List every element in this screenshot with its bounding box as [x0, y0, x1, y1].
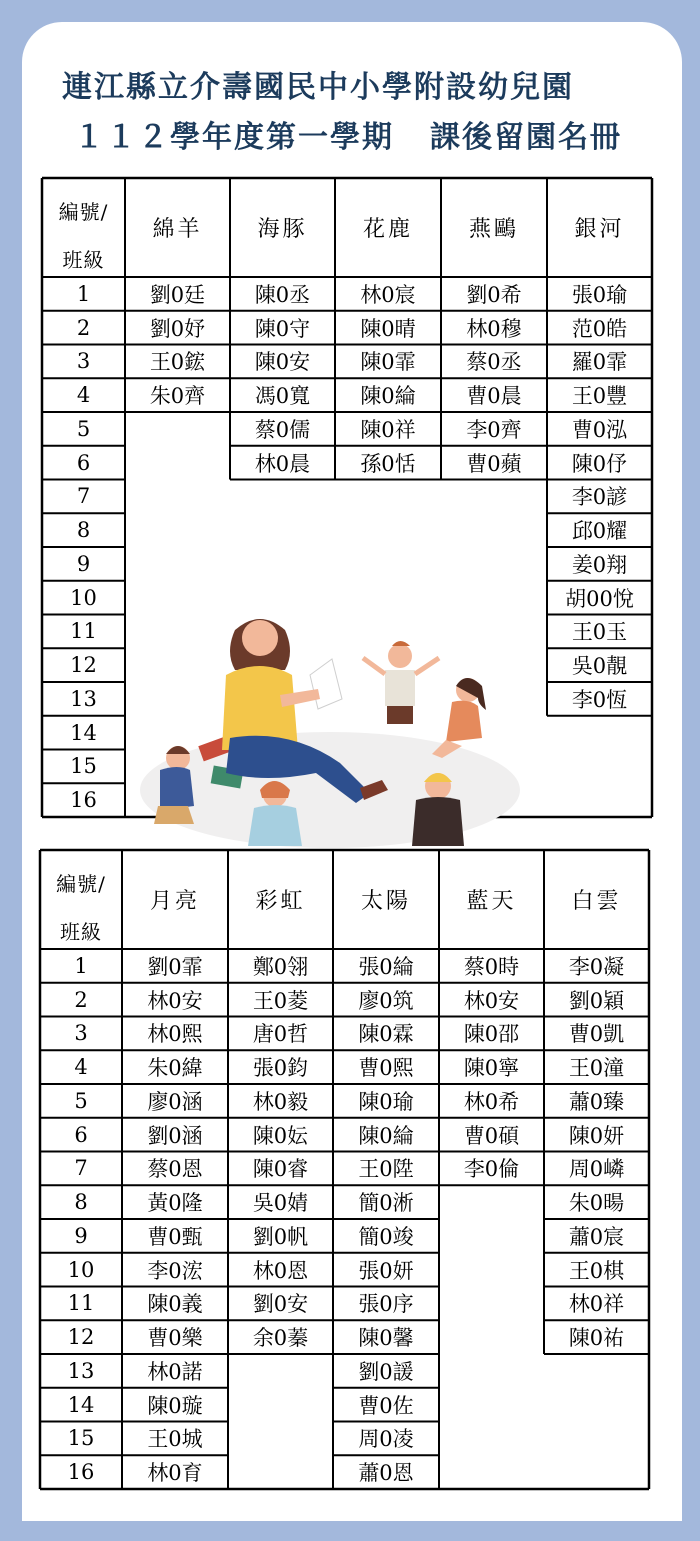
student-name: 劉0安: [252, 1292, 309, 1317]
row-number: 6: [74, 1122, 88, 1147]
student-name: 李0凝: [568, 954, 625, 979]
student-name: 陳0丞: [254, 282, 311, 307]
student-name: 陳0綸: [360, 384, 416, 409]
student-name: 胡00悅: [565, 586, 634, 611]
roster-label: 課後留園名冊: [430, 120, 622, 155]
student-name: 陳0綸: [358, 1123, 414, 1148]
student-name: 林0晨: [254, 451, 311, 476]
student-name: 馮0寬: [254, 384, 311, 409]
student-name: 張0綸: [358, 954, 414, 979]
row-number: 13: [67, 1358, 95, 1383]
student-name: 孫0恬: [360, 451, 416, 476]
student-name: 張0妍: [358, 1258, 414, 1283]
row-number: 5: [74, 1088, 88, 1113]
student-name: 李0諺: [571, 485, 628, 510]
student-name: 朱0緯: [147, 1056, 203, 1081]
floor-rug: [140, 732, 520, 848]
student-name: 林0諾: [147, 1359, 203, 1384]
row-number: 5: [76, 416, 91, 441]
student-name: 曹0甄: [147, 1224, 203, 1249]
student-name: 蕭0臻: [568, 1089, 625, 1114]
corner-class-label: 班級: [60, 920, 102, 944]
student-name: 王0菱: [252, 988, 309, 1013]
row-number: 14: [70, 720, 97, 745]
student-name: 陳0晴: [360, 316, 416, 341]
row-number: 13: [70, 686, 97, 711]
student-name: 林0祥: [568, 1292, 625, 1317]
student-name: 陳0邵: [463, 1022, 520, 1047]
child-standing-figure: [363, 641, 439, 724]
student-name: 曹0晨: [466, 384, 522, 409]
student-name: 陳0寧: [463, 1056, 520, 1081]
roster-table-2: [40, 850, 649, 1489]
row-number: 14: [67, 1392, 95, 1417]
corner-class-label: 班級: [62, 248, 105, 272]
student-name: 林0希: [463, 1089, 520, 1114]
row-number: 6: [76, 450, 91, 475]
row-number: 12: [67, 1325, 95, 1350]
student-name: 劉0霏: [147, 954, 203, 979]
student-name: 曹0樂: [147, 1326, 203, 1351]
student-name: 陳0馨: [358, 1326, 414, 1351]
corner-number-label: 編號/: [58, 200, 109, 224]
class-header: 花鹿: [362, 217, 413, 242]
student-name: 余0蓁: [252, 1326, 309, 1351]
student-name: 劉0帆: [252, 1224, 309, 1249]
student-name: 李0恆: [571, 687, 628, 712]
row-number: 4: [74, 1055, 88, 1080]
corner-header: [42, 178, 125, 277]
student-name: 陳0守: [254, 316, 311, 341]
student-name: 陳0睿: [252, 1157, 309, 1182]
student-name: 王0潼: [568, 1056, 625, 1081]
student-name: 張0瑜: [571, 282, 628, 307]
student-name: 周0凌: [358, 1427, 414, 1452]
student-name: 李0浤: [147, 1258, 203, 1283]
row-number: 2: [76, 315, 91, 340]
row-number: 8: [76, 518, 91, 543]
student-name: 張0鈞: [252, 1056, 309, 1081]
class-header: 藍天: [466, 889, 517, 914]
student-name: 林0安: [463, 988, 520, 1013]
corner-header: [40, 850, 122, 949]
class-header: 燕鷗: [468, 217, 519, 242]
row-number: 7: [74, 1156, 88, 1181]
student-name: 劉0諼: [358, 1359, 414, 1384]
row-number: 10: [67, 1257, 95, 1282]
student-name: 羅0霏: [571, 350, 628, 375]
class-header: 白雲: [571, 889, 622, 914]
row-number: 7: [76, 484, 91, 509]
student-name: 王0玉: [571, 620, 628, 645]
student-name: 劉0穎: [568, 988, 625, 1013]
student-name: 蔡0時: [463, 954, 520, 979]
student-name: 曹0碩: [463, 1123, 520, 1148]
student-name: 王0豐: [571, 384, 628, 409]
student-name: 吳0靚: [571, 654, 628, 679]
student-name: 廖0筑: [358, 988, 414, 1013]
student-name: 曹0蘋: [466, 451, 522, 476]
student-name: 曹0凱: [568, 1022, 625, 1047]
student-name: 唐0哲: [252, 1022, 309, 1047]
row-number: 10: [70, 585, 97, 610]
student-name: 陳0妍: [568, 1123, 625, 1148]
student-name: 曹0泓: [571, 417, 628, 442]
student-name: 蔡0恩: [147, 1157, 203, 1182]
row-number: 8: [74, 1190, 88, 1215]
row-number: 3: [76, 349, 91, 374]
student-name: 陳0瑜: [358, 1089, 414, 1114]
row-number: 1: [76, 281, 91, 306]
row-number: 15: [70, 754, 97, 779]
student-name: 陳0璇: [147, 1393, 203, 1418]
student-name: 蕭0宸: [568, 1224, 625, 1249]
student-name: 周0嶙: [568, 1157, 625, 1182]
row-number: 3: [74, 1021, 88, 1046]
student-name: 王0陞: [358, 1157, 414, 1182]
student-name: 陳0霏: [360, 350, 416, 375]
student-name: 劉0妤: [149, 316, 206, 341]
student-name: 蕭0恩: [358, 1461, 414, 1486]
student-name: 王0城: [147, 1427, 203, 1452]
student-name: 陳0義: [147, 1292, 203, 1317]
student-name: 范0皓: [571, 316, 628, 341]
row-number: 9: [74, 1223, 88, 1248]
row-number: 16: [70, 788, 97, 813]
student-name: 林0熙: [147, 1022, 203, 1047]
student-name: 林0恩: [252, 1258, 309, 1283]
student-name: 王0鋐: [149, 350, 206, 375]
class-header: 彩虹: [255, 889, 306, 914]
student-name: 陳0伃: [571, 451, 628, 476]
row-number: 11: [67, 1291, 95, 1316]
student-name: 曹0熙: [358, 1056, 414, 1081]
student-name: 林0穆: [466, 316, 522, 341]
class-header: 月亮: [149, 889, 200, 914]
teacher-reading-illustration: [130, 600, 530, 850]
class-header: 綿羊: [152, 217, 203, 242]
student-name: 廖0涵: [147, 1089, 203, 1114]
student-name: 林0毅: [252, 1089, 309, 1114]
row-number: 1: [74, 953, 88, 978]
student-name: 張0序: [358, 1292, 414, 1317]
child-sitting-figure: [432, 678, 486, 758]
class-header: 太陽: [360, 889, 411, 914]
row-number: 16: [67, 1460, 95, 1485]
student-name: 鄭0翎: [252, 954, 309, 979]
student-name: 邱0耀: [571, 519, 628, 544]
student-name: 曹0佐: [358, 1393, 414, 1418]
row-number: 2: [74, 987, 88, 1012]
school-title: 連江縣立介壽國民中小學附設幼兒園: [62, 70, 574, 105]
class-header: 海豚: [257, 217, 308, 242]
row-number: 9: [76, 551, 91, 576]
row-number: 15: [67, 1426, 95, 1451]
student-name: 陳0霖: [358, 1022, 414, 1047]
student-name: 林0安: [147, 988, 203, 1013]
student-name: 劉0涵: [147, 1123, 203, 1148]
student-name: 林0育: [147, 1461, 203, 1486]
student-name: 吳0婧: [252, 1191, 309, 1216]
child-left-figure: [154, 746, 194, 824]
student-name: 王0棋: [568, 1258, 625, 1283]
student-name: 黃0隆: [147, 1191, 203, 1216]
student-name: 陳0祥: [360, 417, 416, 442]
student-name: 朱0齊: [149, 384, 206, 409]
row-number: 11: [70, 619, 97, 644]
student-name: 李0齊: [466, 417, 522, 442]
student-name: 劉0希: [466, 282, 522, 307]
student-name: 蔡0儒: [254, 417, 311, 442]
row-number: 4: [76, 383, 91, 408]
student-name: 簡0淅: [358, 1191, 414, 1216]
student-name: 劉0廷: [149, 282, 206, 307]
term-label: １１２學年度第一學期: [74, 120, 394, 155]
student-name: 朱0暘: [568, 1191, 625, 1216]
student-name: 蔡0丞: [466, 350, 522, 375]
student-name: 李0倫: [463, 1157, 520, 1182]
student-name: 陳0祐: [568, 1326, 625, 1351]
student-name: 簡0竣: [358, 1224, 414, 1249]
student-name: 林0宸: [360, 282, 416, 307]
student-name: 陳0妘: [252, 1123, 309, 1148]
corner-number-label: 編號/: [56, 872, 106, 896]
row-number: 12: [70, 653, 97, 678]
class-header: 銀河: [574, 217, 625, 242]
student-name: 陳0安: [254, 350, 311, 375]
student-name: 姜0翔: [571, 552, 628, 577]
